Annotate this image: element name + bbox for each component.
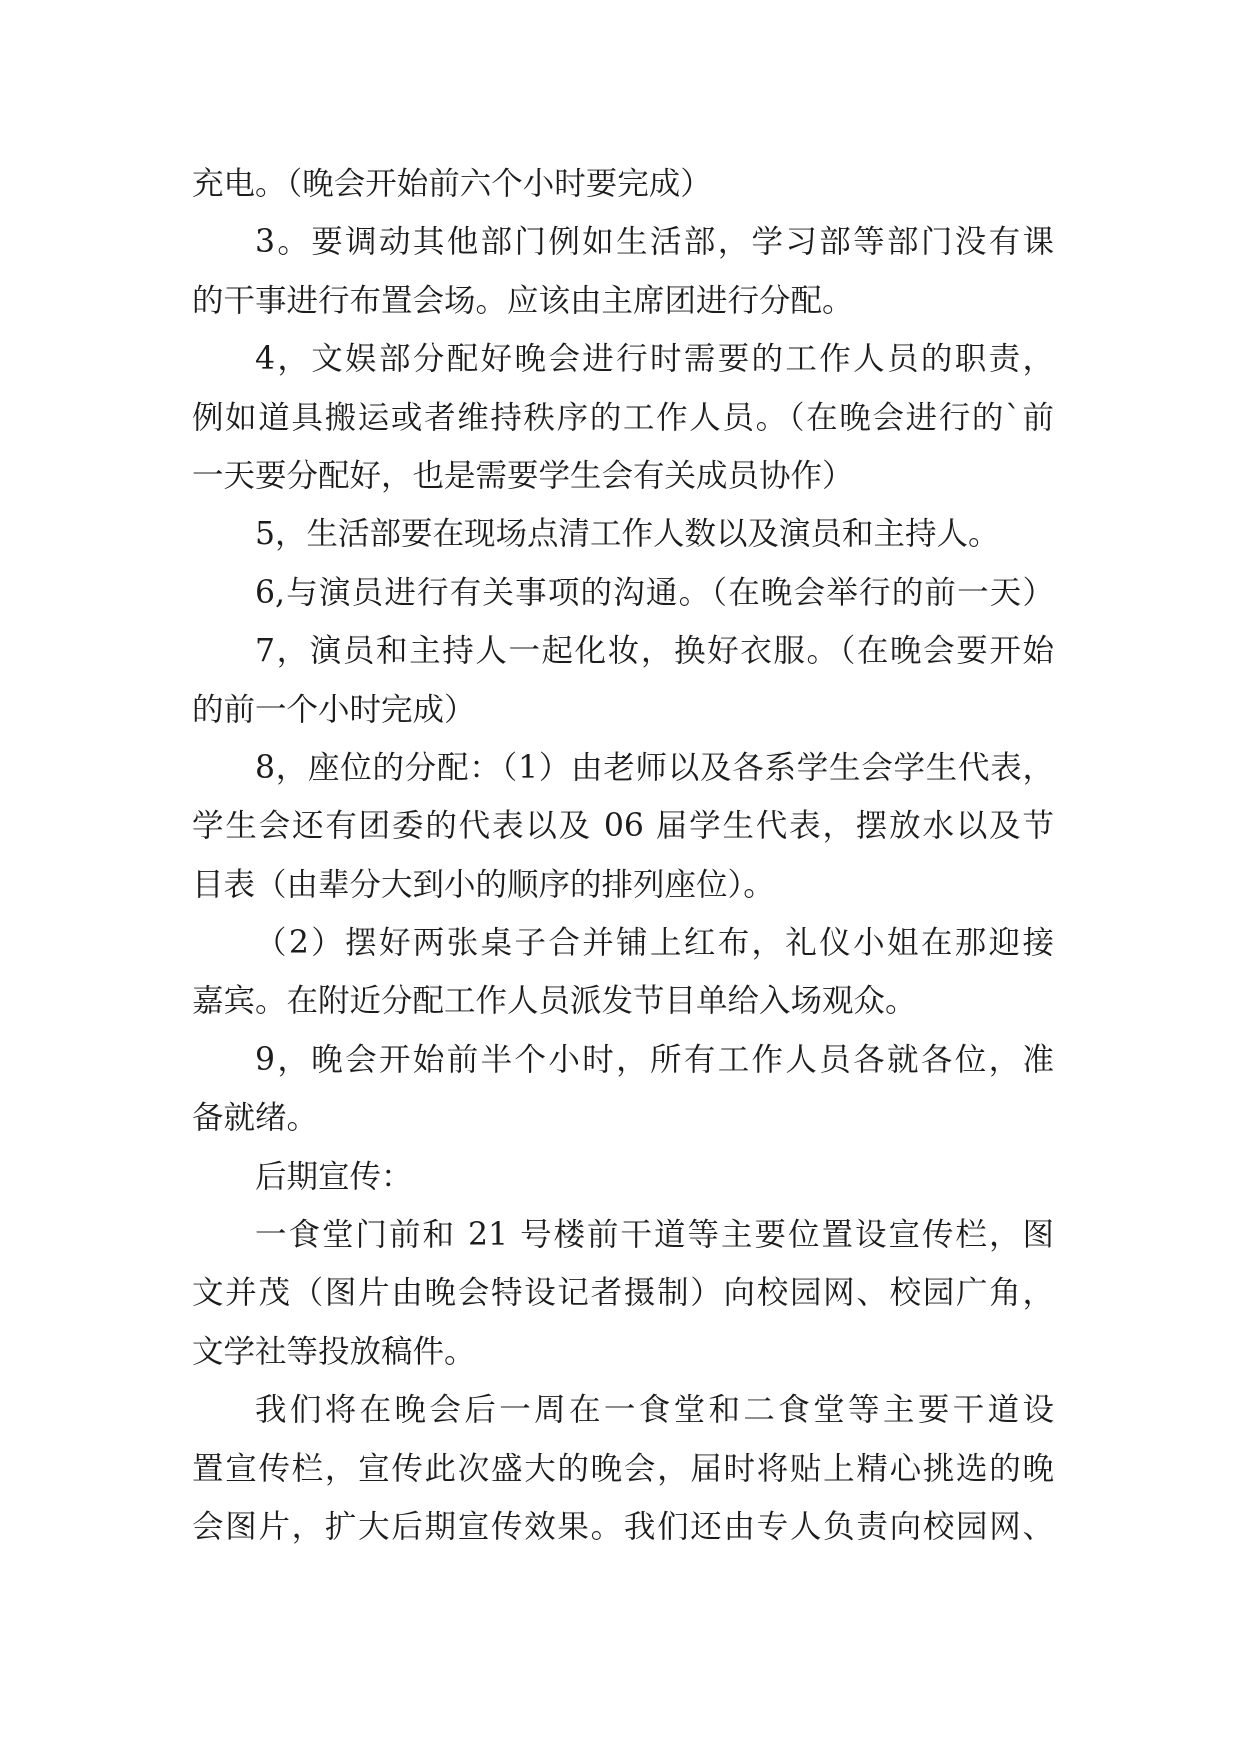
- paragraph: [192, 1381, 1054, 1556]
- text-line: 例如道具搬运或者维持秩序的工作人员。（在晚会进行的`前: [192, 399, 1054, 436]
- text-line: 的干事进行布置会场。应该由主席团进行分配。: [192, 282, 854, 319]
- text-line: 7，演员和主持人一起化妆，换好衣服。（在晚会要开始: [255, 633, 1054, 670]
- text-line: 我们将在晚会后一周在一食堂和二食堂等主要干道设: [255, 1392, 1054, 1429]
- text-line: 8，座位的分配：（1）由老师以及各系学生会学生代表，: [255, 749, 1054, 786]
- paragraph: [192, 1206, 1054, 1381]
- document-body: [192, 155, 1054, 1556]
- text-line: 3。要调动其他部门例如生活部，学习部等部门没有课: [255, 224, 1054, 261]
- paragraph: [192, 622, 1054, 739]
- paragraph: [192, 505, 1054, 563]
- paragraph: [192, 739, 1054, 914]
- text-line: 目表（由辈分大到小的顺序的排列座位）。: [192, 866, 775, 903]
- text-line: 6,与演员进行有关事项的沟通。（在晚会举行的前一天）: [255, 574, 1054, 611]
- paragraph: [192, 330, 1054, 505]
- text-line: 文并茂（图片由晚会特设记者摄制）向校园网、校园广角，: [192, 1275, 1054, 1312]
- section-heading: 后期宣传：: [255, 1158, 413, 1195]
- paragraph: [192, 564, 1054, 622]
- text-line: 一天要分配好，也是需要学生会有关成员协作）: [192, 457, 854, 494]
- text-line: （2）摆好两张桌子合并铺上红布，礼仪小姐在那迎接: [255, 925, 1054, 962]
- text-line: 学生会还有团委的代表以及 06 届学生代表，摆放水以及节: [192, 808, 1054, 845]
- text-line: 嘉宾。在附近分配工作人员派发节目单给入场观众。: [192, 983, 917, 1020]
- text-line: 的前一个小时完成）: [192, 691, 476, 728]
- text-line: 9，晚会开始前半个小时，所有工作人员各就各位，准: [255, 1041, 1054, 1078]
- text-line: 4，文娱部分配好晚会进行时需要的工作人员的职责，: [255, 341, 1054, 378]
- paragraph: [192, 914, 1054, 1031]
- text-line: 备就绪。: [192, 1100, 319, 1137]
- paragraph: [192, 155, 1054, 213]
- paragraph: [192, 213, 1054, 330]
- text-line: 充电。（晚会开始前六个小时要完成）: [192, 166, 712, 202]
- text-line: 置宣传栏，宣传此次盛大的晚会，届时将贴上精心挑选的晚: [192, 1450, 1054, 1487]
- text-line: 会图片，扩大后期宣传效果。我们还由专人负责向校园网、: [192, 1508, 1054, 1545]
- text-line: 5，生活部要在现场点清工作人数以及演员和主持人。: [255, 516, 1000, 553]
- paragraph: [192, 1031, 1054, 1148]
- paragraph: [192, 1148, 1054, 1206]
- text-line: 文学社等投放稿件。: [192, 1333, 476, 1370]
- text-line: 一食堂门前和 21 号楼前干道等主要位置设宣传栏，图: [255, 1217, 1054, 1254]
